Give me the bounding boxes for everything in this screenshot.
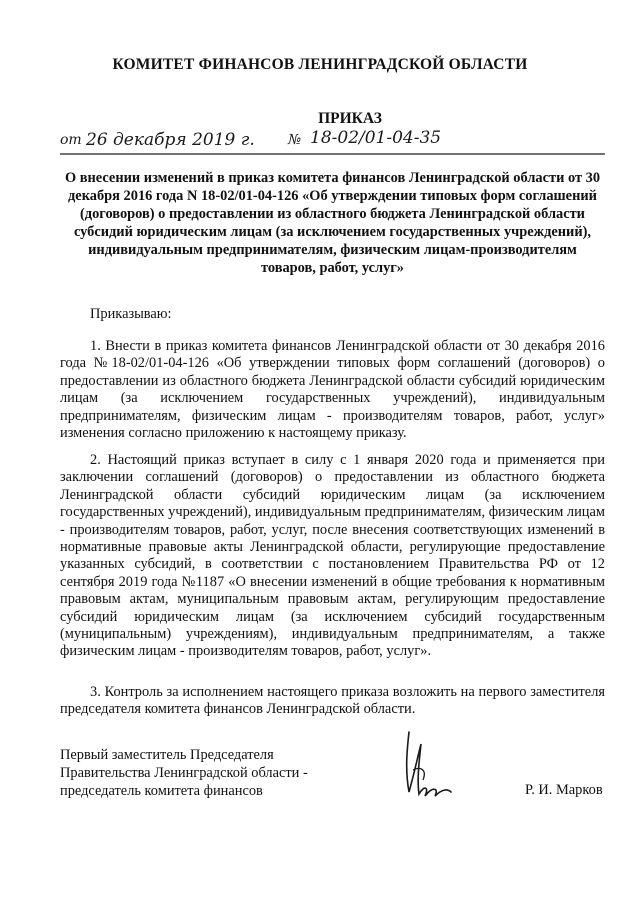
signatory-name: Р. И. Марков [525,782,603,798]
organization-header: КОМИТЕТ ФИНАНСОВ ЛЕНИНГРАДСКОЙ ОБЛАСТИ [112,56,528,73]
paragraph-3: 3. Контроль за исполнением настоящего приказа возложить на первого заместителя председателя комитета финансов Ленинградской области. [60,684,605,718]
position-line-1: Первый заместитель Председателя [60,747,274,763]
paragraph-2: 2. Настоящий приказ вступает в силу с 1 января 2020 года и применяется при заключении соглашений (договоров) о предоставлении из областного бюджета Ленинградской области субсидий юридическим лицам (за исключением государственных учреждений), индивидуальным предпринимателям, физическим лицам - производителям товаров, работ, услуг, после внесения соответствующих изменений в нормативные правовые акты Ленинградской области, регулирующие предоставление указанных субсидий, в соответствии с постановлением Правительства РФ от 12 сентября 2019 года №1187 «О внесении изменений в общие требования к нормативным правовым актам, муниципальным правовым актам, регулирующим предоставление субсидий юридическим лицам (за исключением субсидий государственным (муниципальным) учреждениям), индивидуальным предпринимателям, а также физическим лицам - производителям товаров, работ, услуг». [60,452,605,660]
position-line-3: председатель комитета финансов [60,783,263,799]
order-number-handwritten: 18-02/01-04-35 [310,128,442,148]
order-word: Приказываю: [90,306,172,322]
order-date-handwritten: 26 декабря 2019 г. [86,130,255,150]
order-date-number-line [60,130,605,162]
document-title: О внесении изменений в приказ комитета финансов Ленинградской области от 30 декабря 2016 года N 18-02/01-04-126 «Об утверждении типовых форм соглашений (договоров) о предоставлении из областного бюджета Ленинградской области субсидий юридическим лицам (за исключением государственных учреждений), индивидуальным предпринимателям, физическим лицам-производителям товаров, работ, услуг» [64,170,601,276]
order-number-label: № [288,132,302,148]
handwritten-signature [395,730,455,800]
order-prefix: от [60,132,82,148]
paragraph-1: 1. Внести в приказ комитета финансов Ленинградской области от 30 декабря 2016 года №18-02/01-04-126 «Об утверждении типовых форм соглашений (договоров) о предоставлении из областного бюджета Ленинградской области субсидий юридическим лицам (за исключением государственных учреждений), индивидуальным предпринимателям, физическим лицам - производителям товаров, работ, услуг» изменения согласно приложению к настоящему приказу. [60,338,605,442]
document-type: ПРИКАЗ [318,110,382,127]
position-line-2: Правительства Ленинградской области - [60,765,308,781]
signatory-position [60,746,308,800]
